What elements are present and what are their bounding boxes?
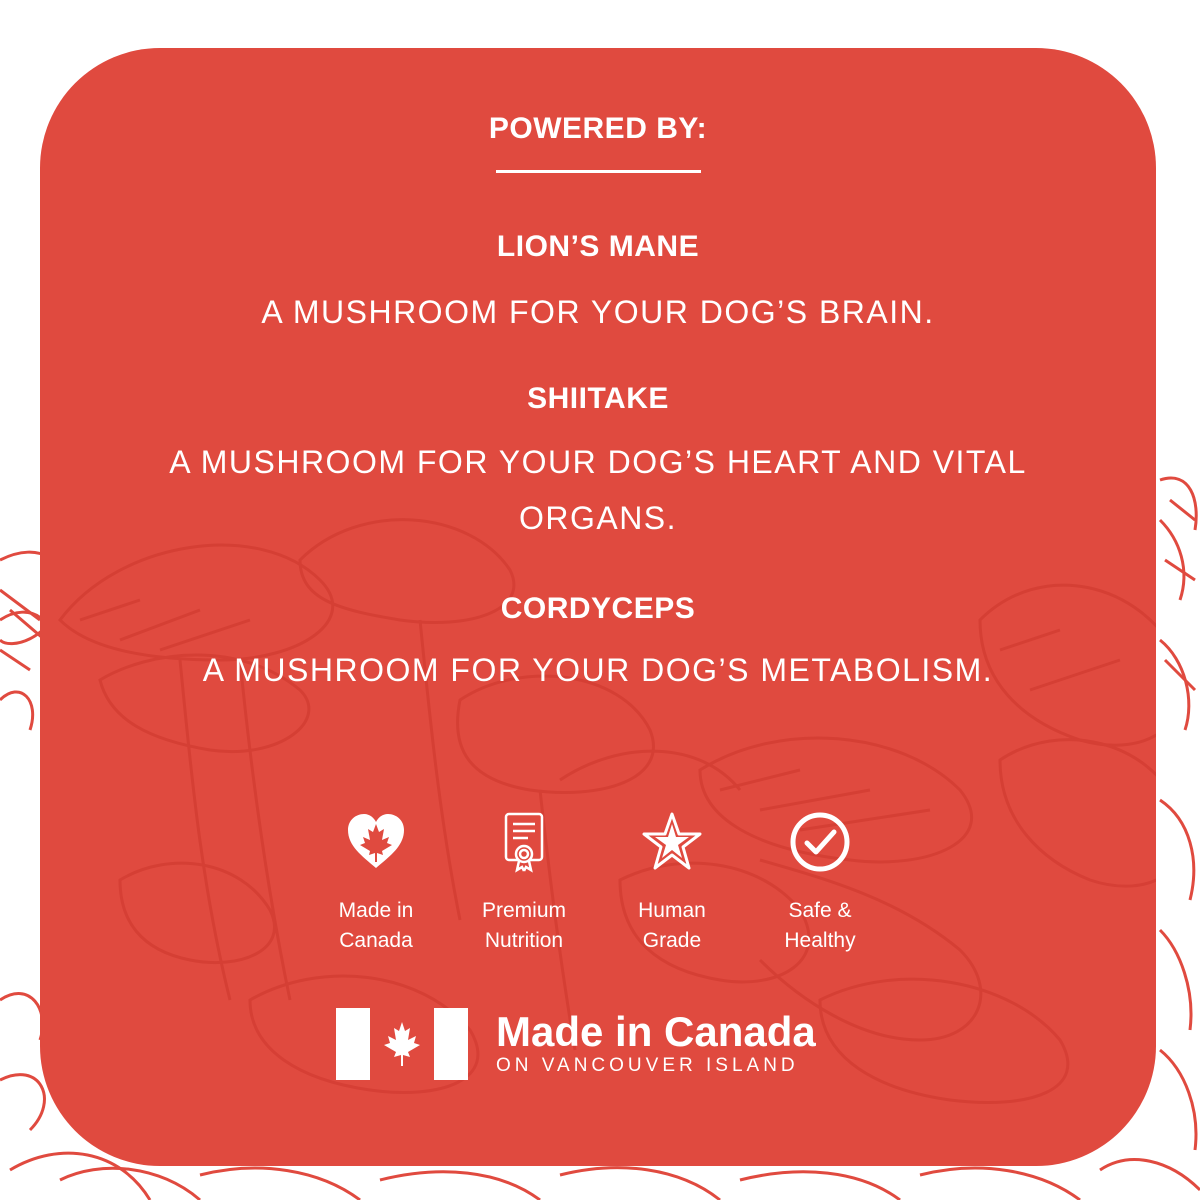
info-card	[40, 48, 1156, 1166]
badge-made-in-canada	[302, 810, 450, 956]
certificate-icon	[492, 810, 556, 874]
footer-text	[496, 1010, 816, 1078]
mushroom-name-lions-mane: LION’S MANE	[496, 230, 700, 263]
badge-label: Made in Canada	[338, 899, 414, 952]
mushroom-name-shiitake: SHIITAKE	[527, 382, 669, 415]
badge-label: Human Grade	[638, 899, 706, 952]
badge-premium-nutrition	[450, 810, 598, 956]
powered-by-heading: POWERED BY:	[488, 112, 708, 145]
badge-human-grade	[598, 810, 746, 956]
check-circle-icon	[788, 810, 852, 874]
footer-subtitle: ON VANCOUVER ISLAND	[496, 1055, 799, 1076]
heading-divider	[496, 170, 701, 173]
footer-title: Made in Canada	[496, 1008, 816, 1055]
feature-badges	[40, 810, 1156, 956]
badge-label: Safe & Healthy	[784, 899, 856, 952]
mushroom-description-lions-mane: A MUSHROOM FOR YOUR DOG’S BRAIN.	[261, 294, 935, 330]
mushroom-description-shiitake: A MUSHROOM FOR YOUR DOG’S HEART AND VITAL ORGANS.	[169, 444, 1027, 536]
mushroom-description-cordyceps: A MUSHROOM FOR YOUR DOG’S METABOLISM.	[202, 652, 994, 688]
maple-leaf-heart-icon	[344, 810, 408, 874]
mushroom-name-cordyceps: CORDYCEPS	[500, 592, 696, 625]
canada-flag-icon	[336, 1008, 468, 1080]
badge-label: Premium Nutrition	[481, 899, 566, 952]
badge-safe-healthy	[746, 810, 894, 956]
made-in-canada-footer	[336, 1008, 816, 1080]
card-content	[40, 48, 1156, 1166]
star-icon	[640, 810, 704, 874]
